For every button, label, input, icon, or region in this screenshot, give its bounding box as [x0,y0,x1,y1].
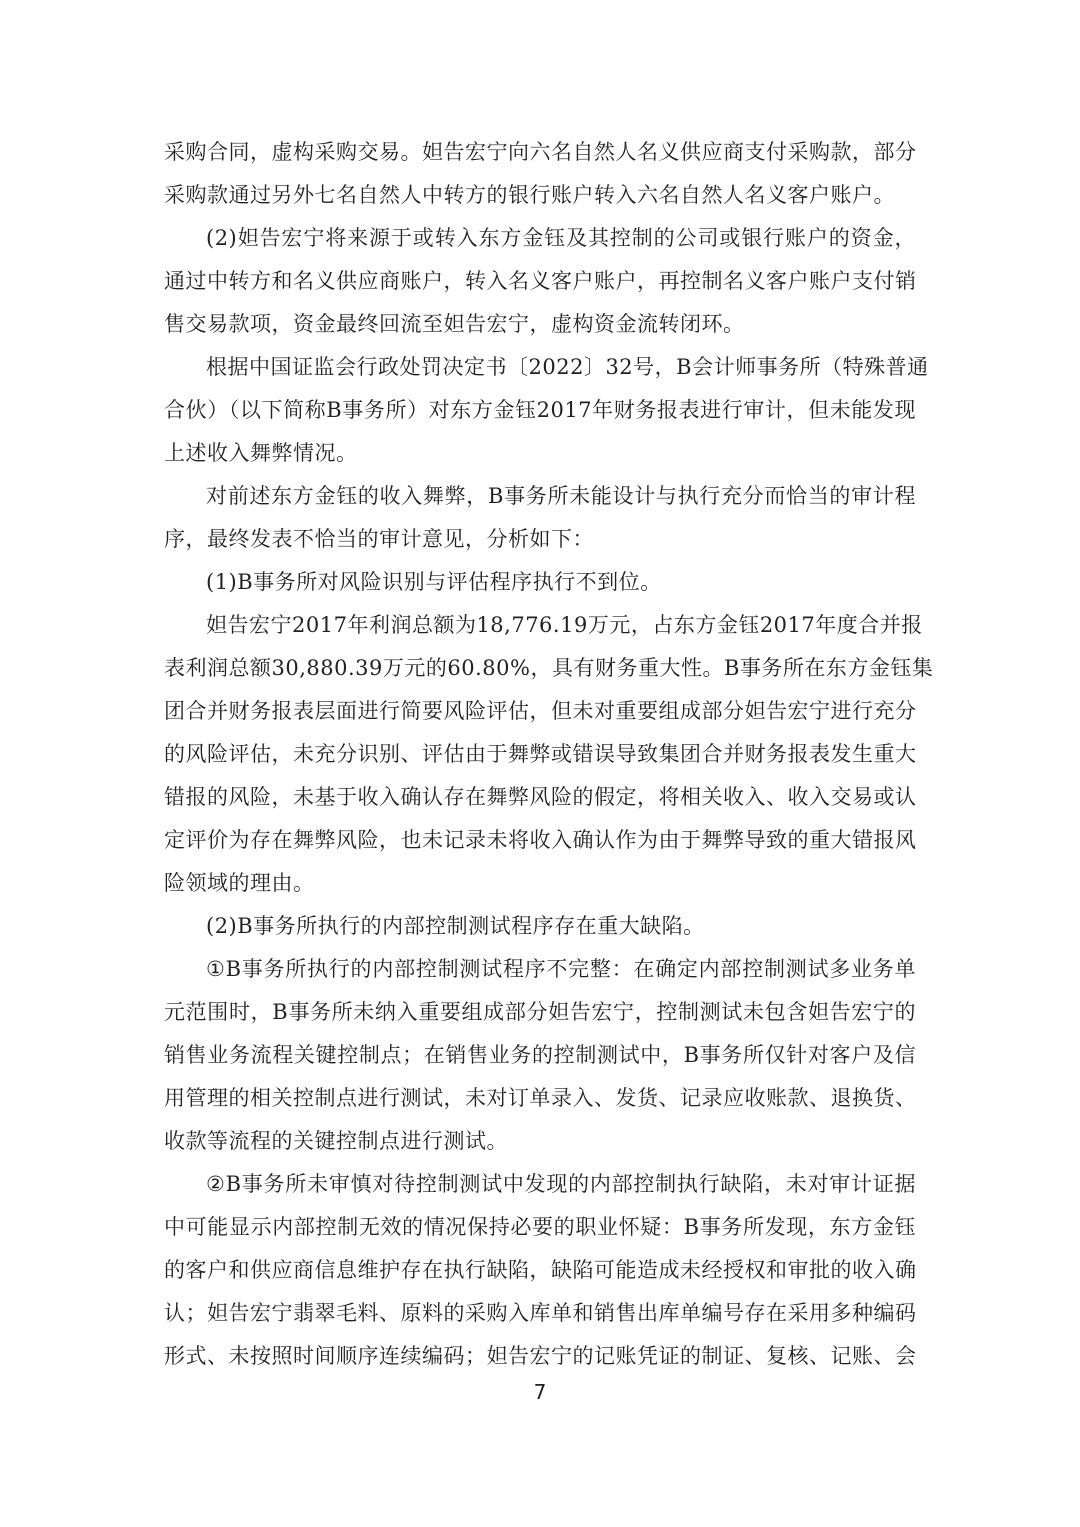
paragraph-line: 元范围时，B事务所未纳入重要组成部分妲告宏宁，控制测试未包含妲告宏宁的 [164,1000,916,1024]
paragraph-line: 形式、未按照时间顺序连续编码；妲告宏宁的记账凭证的制证、复核、记账、会 [164,1344,917,1368]
section-heading: (2)B事务所执行的内部控制测试程序存在重大缺陷。 [206,914,705,938]
paragraph-line: 的客户和供应商信息维护存在执行缺陷，缺陷可能造成未经授权和审批的收入确 [164,1258,917,1282]
paragraph-line: 收款等流程的关键控制点进行测试。 [164,1129,508,1153]
paragraph-line: 对前述东方金钰的收入舞弊，B事务所未能设计与执行充分而恰当的审计程 [206,484,916,508]
paragraph-line: 上述收入舞弊情况。 [164,441,358,465]
paragraph-line: 用管理的相关控制点进行测试，未对订单录入、发货、记录应收账款、退换货、 [164,1086,917,1110]
paragraph-line: 错报的风险，未基于收入确认存在舞弊风险的假定，将相关收入、收入交易或认 [164,785,917,809]
paragraph-line: 团合并财务报表层面进行简要风险评估，但未对重要组成部分妲告宏宁进行充分 [164,699,917,723]
document-body [164,131,934,1378]
paragraph-line: 采购款通过另外七名自然人中转方的银行账户转入六名自然人名义客户账户。 [164,183,895,207]
paragraph-line: 妲告宏宁2017年利润总额为18,776.19万元，占东方金钰2017年度合并报 [206,613,923,637]
paragraph-line: 中可能显示内部控制无效的情况保持必要的职业怀疑：B事务所发现，东方金钰 [164,1215,916,1239]
paragraph-line: 序，最终发表不恰当的审计意见，分析如下： [164,527,594,551]
paragraph-line: ②B事务所未审慎对待控制测试中发现的内部控制执行缺陷，未对审计证据 [206,1172,916,1196]
paragraph-line: 险领域的理由。 [164,871,315,895]
paragraph-line: 售交易款项，资金最终回流至妲告宏宁，虚构资金流转闭环。 [164,312,745,336]
paragraph-line: 合伙）（以下简称B事务所）对东方金钰2017年财务报表进行审计，但未能发现 [164,398,916,422]
paragraph-line: 销售业务流程关键控制点；在销售业务的控制测试中，B事务所仅针对客户及信 [164,1043,916,1067]
paragraph-line: ①B事务所执行的内部控制测试程序不完整：在确定内部控制测试多业务单 [206,957,916,981]
paragraph-line: 通过中转方和名义供应商账户，转入名义客户账户，再控制名义客户账户支付销 [164,269,917,293]
paragraph-line: 根据中国证监会行政处罚决定书〔2022〕32号，B会计师事务所（特殊普通 [206,355,929,379]
paragraph-line: 认；妲告宏宁翡翠毛料、原料的采购入库单和销售出库单编号存在采用多种编码 [164,1301,917,1325]
paragraph-line: (2)妲告宏宁将来源于或转入东方金钰及其控制的公司或银行账户的资金， [206,226,916,250]
paragraph-line: 表利润总额30,880.39万元的60.80%，具有财务重大性。B事务所在东方金钰集 [164,656,934,680]
section-heading: (1)B事务所对风险识别与评估程序执行不到位。 [206,570,662,594]
page-number: 7 [533,1380,547,1404]
paragraph-line: 定评价为存在舞弊风险，也未记录未将收入确认作为由于舞弊导致的重大错报风 [164,828,917,852]
paragraph-line: 的风险评估，未充分识别、评估由于舞弊或错误导致集团合并财务报表发生重大 [164,742,917,766]
paragraph-line: 采购合同，虚构采购交易。妲告宏宁向六名自然人名义供应商支付采购款，部分 [164,140,917,164]
